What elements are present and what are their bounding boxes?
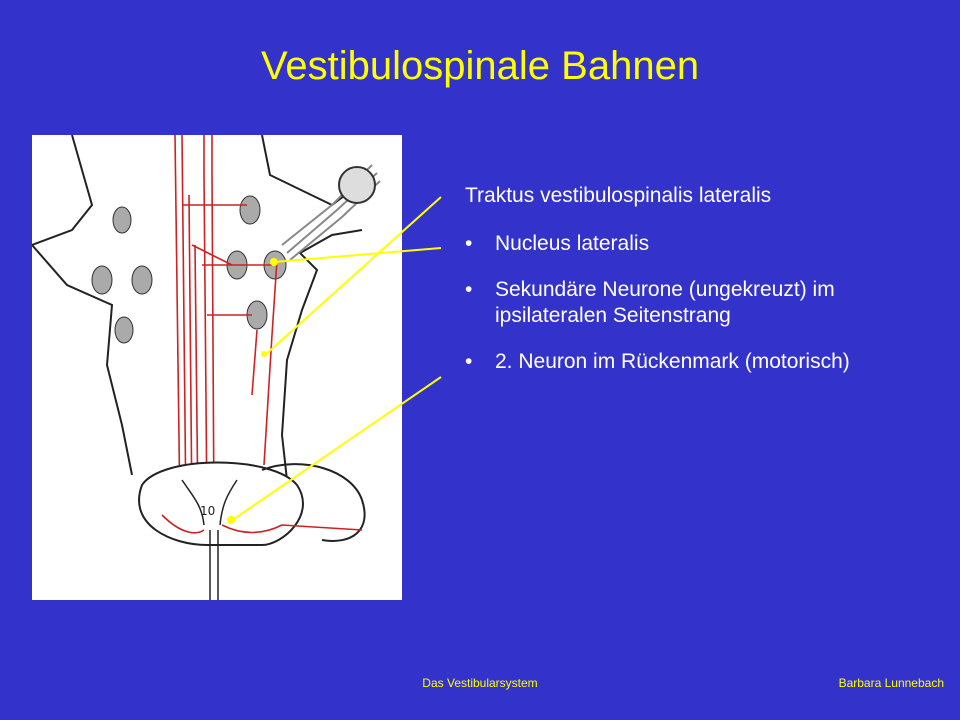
slide-title: Vestibulospinale Bahnen: [260, 44, 700, 88]
nucleus-contralateral-4: [115, 317, 133, 343]
text-heading: Traktus vestibulospinalis lateralis: [465, 184, 772, 207]
nucleus-superior: [240, 196, 260, 224]
bullet-item: [465, 277, 925, 329]
nucleus-contralateral-1: [113, 207, 131, 233]
bullet-glyph: •: [465, 350, 473, 373]
footer-right: Barbara Lunnebach: [838, 676, 944, 690]
footer-center: Das Vestibularsystem: [422, 676, 538, 690]
bullet-text: Sekundäre Neurone (ungekreuzt) im ipsilateralen Seitenstrang: [495, 278, 835, 327]
bullet-glyph: •: [465, 278, 473, 301]
bullet-item: [465, 231, 925, 257]
nucleus-contralateral-3: [132, 266, 152, 294]
bullet-list: [465, 231, 925, 375]
spinal-cord-section: [139, 463, 365, 601]
slide-text: [465, 183, 925, 395]
brainstem-diagram: [32, 135, 402, 600]
figure-label: 10: [200, 504, 216, 518]
vestibular-ganglion: [339, 167, 375, 203]
bullet-glyph: •: [465, 232, 473, 255]
nucleus-contralateral-2: [92, 266, 112, 294]
bullet-text: Nucleus lateralis: [495, 232, 650, 255]
brainstem-illustration: [32, 135, 402, 600]
bullet-item: [465, 349, 925, 375]
bullet-text: 2. Neuron im Rückenmark (motorisch): [495, 350, 850, 373]
